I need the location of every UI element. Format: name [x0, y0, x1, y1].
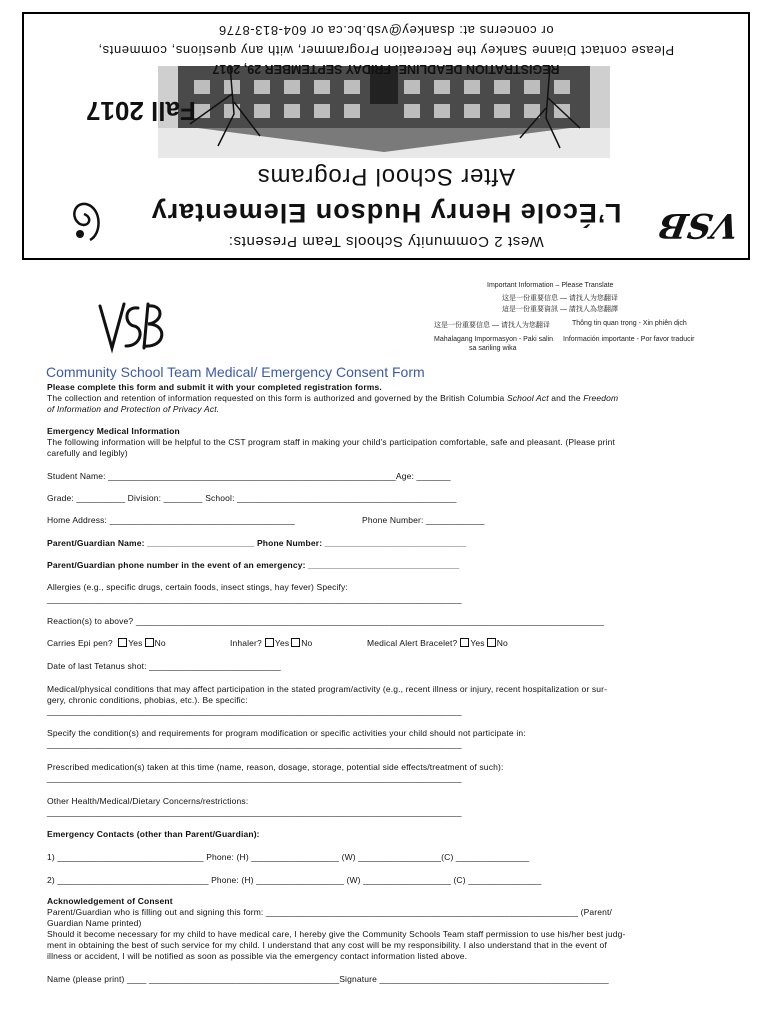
acknowledgement-text-5: illness or accident, I will be notified as soon as possible via the emergency contact information listed above.	[47, 951, 468, 961]
bracelet-label: Medical Alert Bracelet?	[367, 638, 458, 648]
program-modification-line[interactable]: _____________________________________________________________________________________	[47, 739, 462, 749]
translate-tagalog-1: Mahalagang Impormasyon - Paki salin	[434, 336, 554, 343]
translate-zh-simplified: 这是一份重要信息 — 请找人为您翻译	[502, 295, 618, 302]
bracelet-no-checkbox[interactable]	[487, 638, 496, 647]
allergies-label: Allergies (e.g., specific drugs, certain foods, insect stings, hay fever) Specify:	[47, 582, 348, 592]
flyer-presents: West 2 Community Schools Team Presents:	[228, 233, 544, 250]
flyer-programs-title: After School Programs	[256, 163, 516, 190]
acknowledgement-text-3: Should it become necessary for my child to have medical care, I hereby give the Community Schools Team staff permission to use his/her best judg-	[47, 929, 626, 939]
program-modification-label: Specify the condition(s) and requirements for program modification or specific activities your child should not participate in:	[47, 728, 526, 738]
translate-important: Important Information – Please Translate	[487, 282, 614, 289]
legal-notice-line-1: The collection and retention of information requested on this form is authorized and governed by the British Columbia School Act and the Freedom	[47, 393, 619, 403]
svg-text:VSB: VSB	[655, 205, 742, 245]
emergency-contact-1-field[interactable]: 1) ______________________________ Phone: (H) __________________ (W) _________________(C) _______________	[47, 852, 530, 862]
medical-conditions-text-1: Medical/physical conditions that may affect participation in the stated program/activity (e.g., recent illness or injury, recent hospitalization or sur-	[47, 684, 608, 694]
grade-division-school-field[interactable]: Grade: __________ Division: ________ School: _____________________________________________	[47, 493, 457, 503]
bracelet-row: Medical Alert Bracelet? Yes No	[367, 638, 508, 648]
medical-conditions-text-2: gery, chronic conditions, phobias, etc.). Be specific:	[47, 695, 248, 705]
phone-number-field[interactable]: Phone Number: ____________	[362, 515, 485, 525]
home-address-field[interactable]: Home Address: ______________________________________	[47, 515, 295, 525]
acknowledgement-heading: Acknowledgement of Consent	[47, 896, 173, 906]
translate-spanish: Información importante - Por favor traducir	[563, 336, 695, 343]
epipen-yes-checkbox[interactable]	[118, 638, 127, 647]
flyer-contact-email: or concerns at: dsankey@vsb.bc.ca or 604-813-8776	[218, 23, 554, 38]
translate-tagalog-2: sa sariling wika	[469, 345, 517, 352]
emergency-phone-field[interactable]: Parent/Guardian phone number in the event of an emergency: _______________________________	[47, 560, 460, 570]
emergency-medical-text-2: carefully and legibly)	[47, 448, 128, 458]
inhaler-yes-checkbox[interactable]	[265, 638, 274, 647]
student-name-field[interactable]: Student Name: ___________________________________________________________Age: _______	[47, 471, 451, 481]
emergency-contacts-heading: Emergency Contacts (other than Parent/Guardian):	[47, 829, 260, 839]
inhaler-label: Inhaler?	[230, 638, 262, 648]
name-signature-field[interactable]: Name (please print) ____ _______________________________________Signature _______________________________________________	[47, 974, 609, 984]
epipen-label: Carries Epi pen?	[47, 638, 113, 648]
inhaler-row: Inhaler? Yes No	[230, 638, 313, 648]
flyer-term: Fall 2017	[86, 96, 196, 126]
emergency-contact-2-field[interactable]: 2) _______________________________ Phone: (H) __________________ (W) __________________ (C) _______________	[47, 875, 542, 885]
epipen-no-checkbox[interactable]	[145, 638, 154, 647]
acknowledgement-text-2: Guardian Name printed)	[47, 918, 142, 928]
flyer-registration-deadline: REGISTRATION DEADLINE: FRIDAY SEPTEMBER 29, 2017	[212, 62, 560, 76]
translate-vietnamese: Thông tin quan trọng - Xin phiên dịch	[572, 320, 687, 327]
form-title: Community School Team Medical/ Emergency Consent Form	[46, 364, 425, 380]
school-building-photo	[158, 66, 610, 158]
vsb-logo	[94, 296, 170, 358]
epipen-row: Carries Epi pen? Yes No	[47, 638, 166, 648]
acknowledgement-signer-field[interactable]: Parent/Guardian who is filling out and signing this form: ________________________________________________________________ (Parent/	[47, 907, 613, 917]
medical-conditions-line[interactable]: _____________________________________________________________________________________	[47, 706, 462, 716]
emergency-medical-heading: Emergency Medical Information	[47, 426, 180, 436]
flyer-school-name: L’École Henry Hudson Elementary	[150, 198, 622, 228]
other-health-label: Other Health/Medical/Dietary Concerns/restrictions:	[47, 796, 249, 806]
bracelet-yes-checkbox[interactable]	[460, 638, 469, 647]
prescribed-medication-label: Prescribed medication(s) taken at this time (name, reason, dosage, storage, potential side effects/treatment of such):	[47, 762, 504, 772]
tetanus-field[interactable]: Date of last Tetanus shot: ___________________________	[47, 661, 281, 671]
flyer-header	[22, 12, 750, 260]
allergies-line[interactable]: _____________________________________________________________________________________	[47, 594, 462, 604]
form-instructions: Please complete this form and submit it with your completed registration forms.	[47, 382, 382, 392]
translate-zh-left: 这是一份重要信息 — 请找人为您翻译	[434, 322, 550, 329]
acknowledgement-text-4: ment in obtaining the best of such service for my child. I understand that any cost will be my responsibility. I also understand that in the event of	[47, 940, 607, 950]
other-health-line[interactable]: _____________________________________________________________________________________	[47, 807, 462, 817]
reactions-field[interactable]: Reaction(s) to above? ________________________________________________________________________________________________	[47, 616, 605, 626]
legal-notice-line-2: of Information and Protection of Privacy Act.	[47, 404, 220, 414]
inhaler-no-checkbox[interactable]	[291, 638, 300, 647]
parent-guardian-field[interactable]: Parent/Guardian Name: ______________________ Phone Number: _____________________________	[47, 538, 467, 548]
emergency-medical-text-1: The following information will be helpful to the CST program staff in making your child’s participation comfortable, safe and pleasant. (Please print	[47, 437, 616, 447]
translate-zh-traditional: 這是一份重要資訊 — 請找人為您翻譯	[502, 306, 618, 313]
prescribed-medication-line[interactable]: _____________________________________________________________________________________	[47, 773, 462, 783]
flyer-contact-line: Please contact Dianne Sankey the Recreation Programmer, with any questions, comments,	[97, 43, 675, 58]
